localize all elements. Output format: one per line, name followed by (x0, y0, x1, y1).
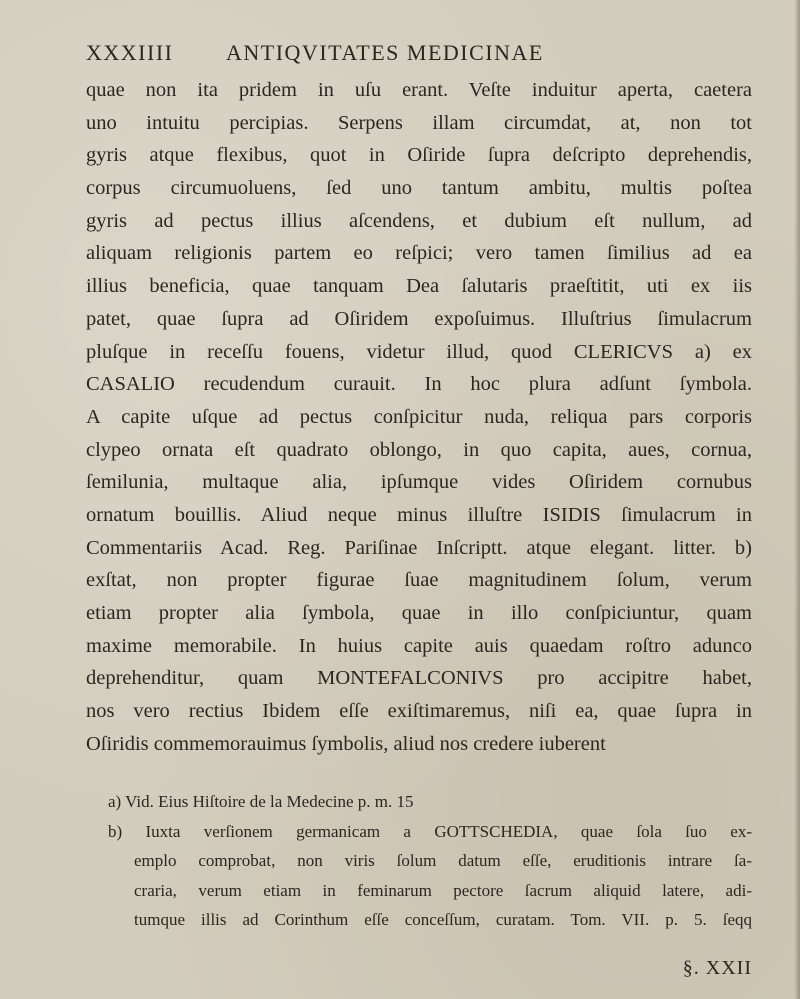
text-line: corpus circumuoluens, ſed uno tantum ambitu, multis poſtea (86, 177, 752, 200)
text-line: etiam propter alia ſymbola, quae in illo conſpiciuntur, quam (86, 602, 752, 624)
footnote-a: a) Vid. Eius Hiſtoire de la Medecine p. m. 15 (108, 792, 414, 811)
text-line: clypeo ornata eſt quadrato oblongo, in quo capita, aues, cornua, (86, 438, 752, 461)
text-line: exſtat, non propter figurae ſuae magnitudinem ſolum, verum (86, 569, 752, 592)
text-line: gyris ad pectus illius aſcendens, et dubium eſt nullum, ad (86, 209, 752, 232)
text-line: deprehenditur, quam MONTEFALCONIVS pro accipitre habet, (86, 667, 752, 690)
text-line: nos vero rectius Ibidem eſſe exiſtimaremus, niſi ea, quae ſupra in (86, 700, 752, 723)
text-line: illius beneficia, quae tanquam Dea ſalutaris praeſtitit, uti ex iis (86, 275, 752, 298)
footnote-b-line: tumque illis ad Corinthum eſſe conceſſum, curatam. Tom. VII. p. 5. ſeqq (134, 910, 752, 929)
text-line: pluſque in receſſu fouens, videtur illud, quod CLERICVS a) ex (86, 340, 752, 363)
text-line: maxime memorabile. In huius capite auis quaedam roſtro adunco (86, 634, 752, 657)
text-line: aliquam religionis partem eo reſpici; vero tamen ſimilius ad ea (86, 242, 752, 265)
running-title: ANTIQVITATES MEDICINAE (226, 40, 544, 65)
footnote-b-line: b) Iuxta verſionem germanicam a GOTTSCHEDIA, quae ſola ſuo ex- (108, 821, 752, 841)
text-line: patet, quae ſupra ad Oſiridem expoſuimus. Illuſtrius ſimulacrum (86, 307, 752, 330)
running-header (86, 40, 746, 72)
text-line: Oſiridis commemorauimus ſymbolis, aliud nos credere iuberent (86, 732, 606, 755)
text-line: CASALIO recudendum curauit. In hoc plura adſunt ſymbola. (86, 373, 752, 396)
main-text (86, 74, 752, 760)
footnotes (86, 787, 752, 935)
catchword: §. XXII (682, 957, 752, 979)
page-edge-shadow (794, 0, 800, 999)
text-line: ſemilunia, multaque alia, ipſumque vides Oſiridem cornubus (86, 471, 752, 494)
text-line: quae non ita pridem in uſu erant. Veſte induitur aperta, caetera (86, 79, 752, 101)
text-line: gyris atque flexibus, quot in Oſiride ſupra deſcripto deprehendis, (86, 144, 752, 167)
text-line: uno intuitu percipias. Serpens illam circumdat, at, non tot (86, 111, 752, 134)
page-number: XXXIIII (86, 40, 174, 65)
footnote-b-line: emplo comprobat, non viris ſolum datum eſſe, eruditionis intrare ſa- (134, 851, 752, 870)
footnote-b-line: craria, verum etiam in feminarum pectore ſacrum aliquid latere, adi- (134, 880, 752, 900)
text-line: A capite uſque ad pectus conſpicitur nuda, reliqua pars corporis (86, 405, 752, 428)
text-line: Commentariis Acad. Reg. Pariſinae Inſcriptt. atque elegant. litter. b) (86, 536, 752, 559)
text-line: ornatum bouillis. Aliud neque minus illuſtre ISIDIS ſimulacrum in (86, 503, 752, 526)
